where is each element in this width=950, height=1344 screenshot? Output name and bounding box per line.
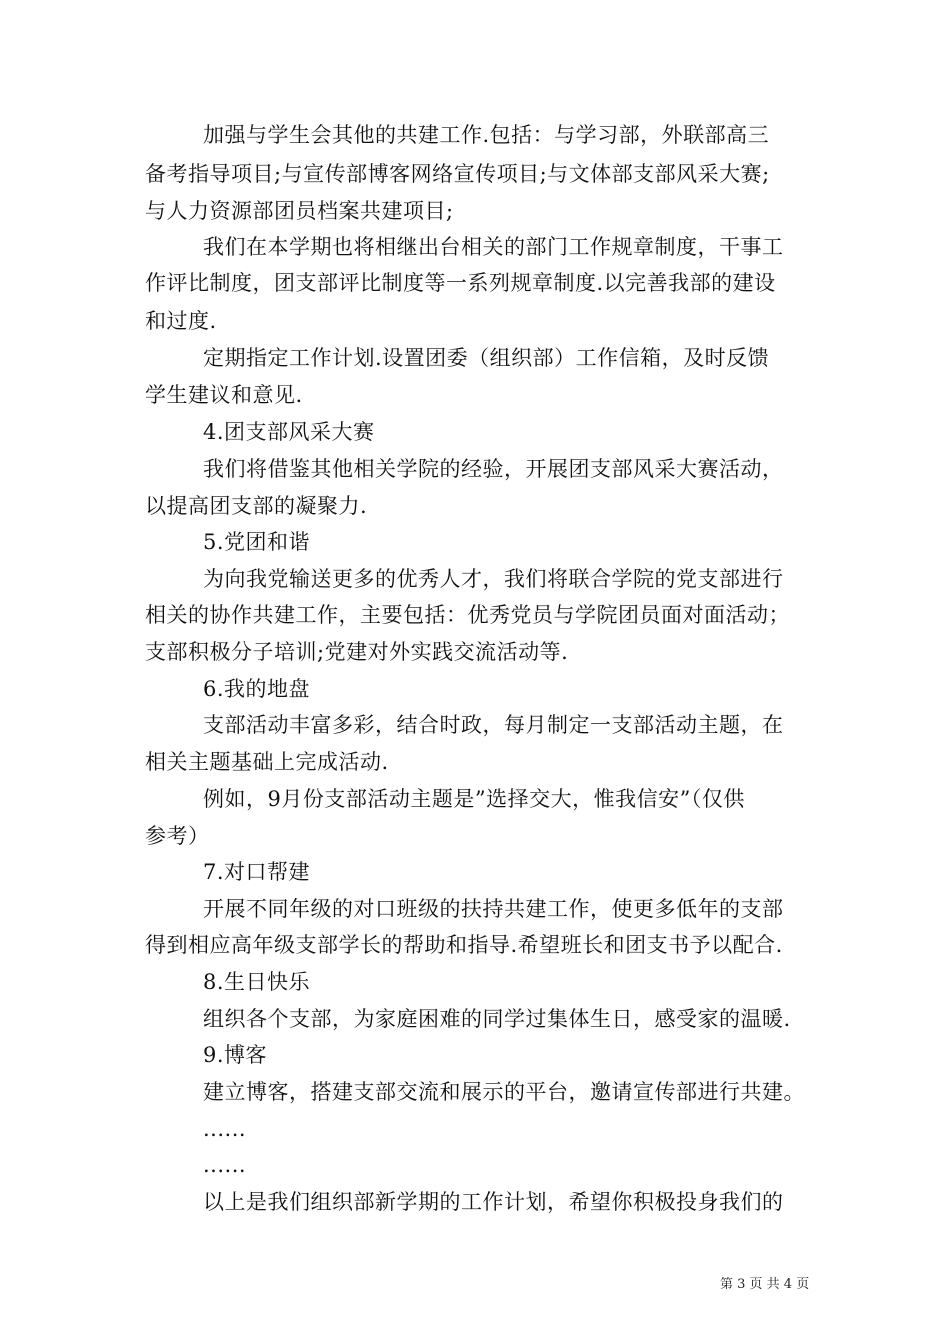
paragraph-line: 以上是我们组织部新学期的工作计划，希望你积极投身我们的 (203, 1190, 784, 1214)
paragraph-line: 得到相应高年级支部学长的帮助和指导.希望班长和团支书予以配合. (145, 933, 783, 957)
paragraph-line: 以提高团支部的凝聚力. (145, 494, 368, 518)
paragraph-line: 和过度. (145, 309, 217, 333)
ellipsis-line: ...... (203, 1117, 247, 1141)
paragraph-line: 支部活动丰富多彩，结合时政，每月制定一支部活动主题，在 (203, 713, 784, 737)
paragraph-line: 我们将借鉴其他相关学院的经验，开展团支部风采大赛活动， (203, 457, 784, 481)
paragraph-line: 加强与学生会其他的共建工作.包括：与学习部，外联部高三 (203, 123, 770, 147)
paragraph-line: 作评比制度，团支部评比制度等一系列规章制度.以完善我部的建设 (145, 271, 776, 295)
section-heading: 6.我的地盘 (203, 677, 311, 701)
paragraph-line: 例如，9月份支部活动主题是”选择交大，惟我信安”（仅供 (203, 787, 745, 811)
ellipsis-line: ...... (203, 1153, 247, 1177)
paragraph-line: 相关主题基础上完成活动. (145, 750, 389, 774)
paragraph-line: 与人力资源部团员档案共建项目; (145, 199, 454, 223)
section-heading: 5.党团和谐 (203, 530, 311, 554)
paragraph-line: 备考指导项目;与宣传部博客网络宣传项目;与文体部支部风采大赛; (145, 162, 770, 186)
section-heading: 7.对口帮建 (203, 860, 311, 884)
paragraph-line: 组织各个支部，为家庭困难的同学过集体生日，感受家的温暖. (203, 1007, 791, 1031)
paragraph-line: 相关的协作共建工作，主要包括：优秀党员与学院团员面对面活动； (145, 603, 790, 627)
paragraph-line: 学生建议和意见. (145, 383, 303, 407)
section-heading: 8.生日快乐 (203, 970, 311, 994)
paragraph-line: 建立博客，搭建支部交流和展示的平台，邀请宣传部进行共建。 (203, 1080, 805, 1104)
paragraph-line: 开展不同年级的对口班级的扶持共建工作，使更多低年的支部 (203, 897, 784, 921)
paragraph-line: 为向我党输送更多的优秀人才，我们将联合学院的党支部进行 (203, 567, 784, 591)
section-heading: 4.团支部风采大赛 (203, 420, 375, 444)
paragraph-line: 参考） (145, 824, 210, 848)
paragraph-line: 我们在本学期也将相继出台相关的部门工作规章制度，干事工 (203, 235, 784, 259)
paragraph-line: 支部积极分子培训;党建对外实践交流活动等. (145, 640, 569, 664)
page-number-footer: 第 3 页 共 4 页 (720, 1277, 810, 1292)
section-heading: 9.博客 (203, 1043, 268, 1067)
paragraph-line: 定期指定工作计划.设置团委（组织部）工作信箱，及时反馈 (203, 346, 770, 370)
